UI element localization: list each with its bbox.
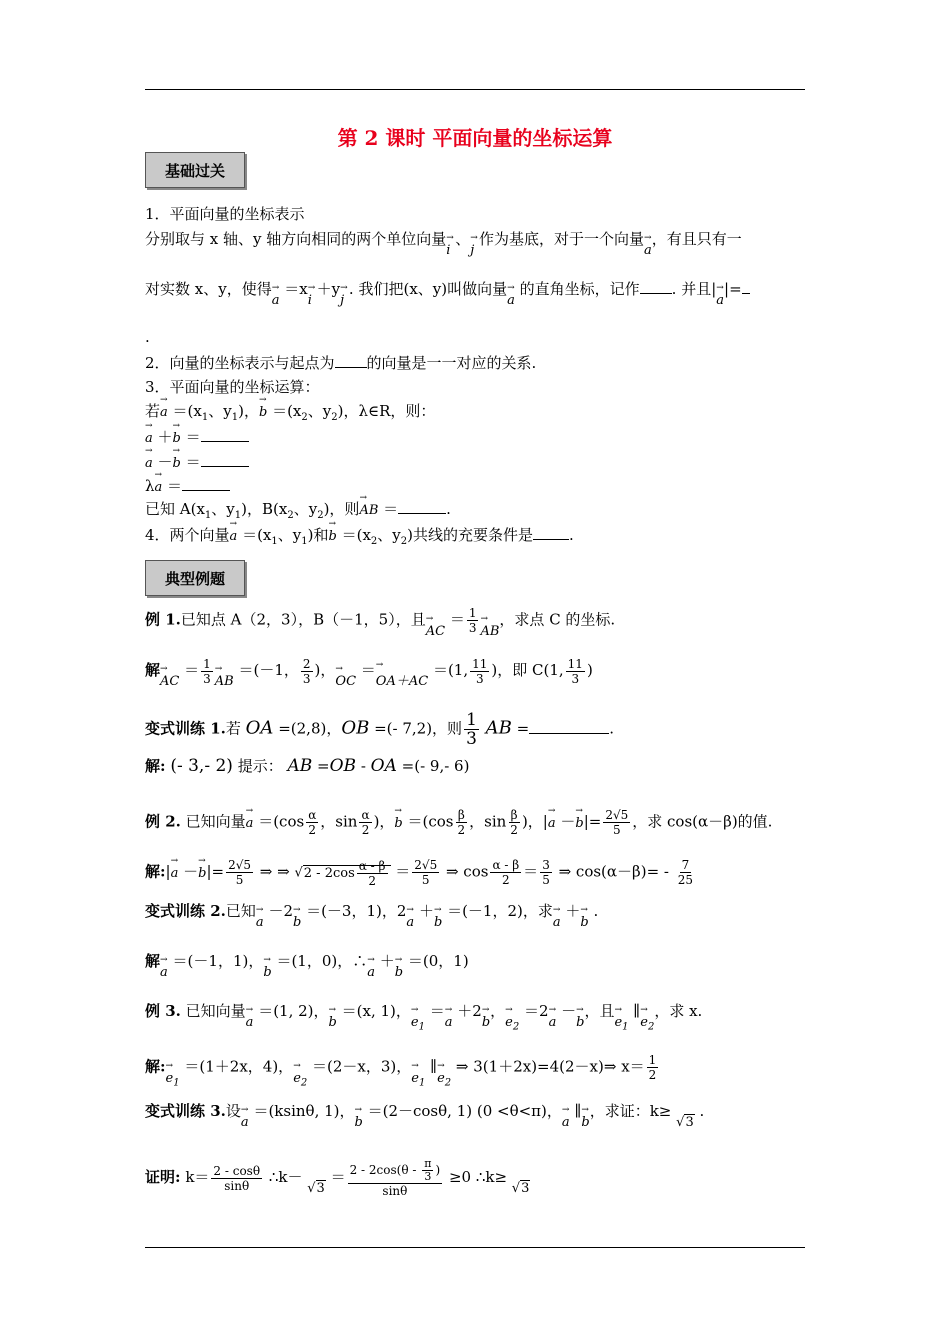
var1-solution: 解: (- 3,- 2) 提示： AB =OB - OA =(- 9,- 6) xyxy=(145,756,470,776)
bottom-rule xyxy=(145,1247,805,1248)
section-basic-box: 基础过关 xyxy=(145,152,245,188)
ex2-solution: 解:|→ a －→ b|= $\frac{2√5}{5}$ ⇒ ⇒ √2 - 2cos $\frac{\alpha - \beta}{2}$ ＝ $\frac{2√5}{5}$ ⇒ cos $\frac{\alpha - \beta}{2}$ ＝ $\frac{3}{5}$ ⇒ cos(α－β)= - $\frac{7}{25}$ xyxy=(145,858,697,888)
top-rule xyxy=(145,89,805,90)
b3-heading: 3．平面向量的坐标运算： xyxy=(145,378,320,396)
b3-line3: → a －→ b ＝ xyxy=(145,451,249,472)
section-examples-box: 典型例题 xyxy=(145,560,245,596)
ex1-line: 例 1.已知点 A（2，3），B（－1，5），且→ AC ＝ $\frac{1}{3}$ → AB，求点 C 的坐标. xyxy=(145,606,615,635)
b4-line: 4．两个向量→ $a =(x_1$、$y_1$)和→ $b =(x_2$、$y_2$)共线的充要条件是 . xyxy=(145,524,574,547)
b2-line: 2．向量的坐标表示与起点为 的向量是一一对应的关系. xyxy=(145,354,537,372)
ex2-line: 例 2. 已知向量→ a ＝(cos $\frac{\alpha}{2}$ ，sin $\frac{\alpha}{2}$ )，→ b ＝(cos $\frac{\beta}{2}$ ，sin $\frac{\beta}{2}$ )，|→ a －→ b|= $\frac{2√5}{5}$ ，求 cos(α－β)的值. xyxy=(145,808,772,837)
b3-line4: λ→ a ＝ xyxy=(145,475,230,496)
page-title: 第 2 课时 平面向量的坐标运算 xyxy=(337,126,613,150)
var3-line: 变式训练 3.设→ a ＝(ksinθ, 1)，→ b ＝(2－cosθ, 1) (0 <θ<π)，→ a ∥→ b，求证：k≥ √3 . xyxy=(145,1100,704,1121)
b3-line5: 已知 $A(x_1$、$y_1$)，$B(x_2$、$y_2$)，则→ AB ＝ . xyxy=(145,498,451,521)
ex3-line: 例 3. 已知向量→ a ＝(1, 2)，→ b ＝(x, 1)，→ $e_1 =\to a +2\to b$，→ $e_2 =2\to a -\to b$，且→ $e_1$ ∥→ $e_2$，求 x. xyxy=(145,1000,702,1023)
proof-line: 证明: k＝ $\frac{2 - \cos\theta}{\sin\theta}$ ∴k－ √3 ＝ 2 - 2cos(θ - $\frac{\pi}{3}$ ) sinθ ≥0 ∴k≥ √3 xyxy=(145,1157,530,1198)
b3-line1: 若→ $a =(x_1$、$y_1$)，→ $b =(x_2$、$y_2$)，λ∈R，则： xyxy=(145,400,435,423)
b1-heading: 1．平面向量的坐标表示 xyxy=(145,205,305,223)
b3-line2: → a ＋→ b ＝ xyxy=(145,426,249,447)
var1-line: 变式训练 1.若 OA =(2,8)，OB =(- 7,2)，则 $\frac{1}{3}$ AB = . xyxy=(145,710,615,749)
ex3-solution: 解:→ $e_1 =(1+2x$，4)，→ $e_2 =(2-x$，3)，→ $e_1$ ∥→ $e_2$ ⇒ 3(1＋2x)=4(2－x)⇒ x＝ $\frac{1}{2}$ xyxy=(145,1053,660,1082)
var2-line: 变式训练 2.已知→ a －2→ b ＝(－3，1)，2→ a ＋→ b ＝(－1，2)，求→ a ＋→ b . xyxy=(145,900,598,921)
b1-line1: 分别取与 x 轴、y 轴方向相同的两个单位向量→ i 、→ j 作为基底，对于一个向量→ a，有且只有一 xyxy=(145,228,805,249)
b1-line2: 对实数 x、y，使得→ a ＝x→ i ＋y→ j . 我们把(x、y)叫做向量→ a 的直角坐标，记作 . 并且|→ a|= xyxy=(145,278,750,299)
ex1-solution: 解→ AC ＝ $\frac{1}{3}$ → AB ＝(－1， $\frac{2}{3}$ )，→ OC ＝→ OA＋AC ＝(1, $\frac{11}{3}$ )，即 C(1, $\frac{11}{3}$ ) xyxy=(145,656,593,686)
b1-line3: . xyxy=(145,328,150,346)
var2-solution: 解→ a ＝(－1，1)，→ b ＝(1，0)，∴→ a ＋→ b ＝(0，1) xyxy=(145,950,469,971)
